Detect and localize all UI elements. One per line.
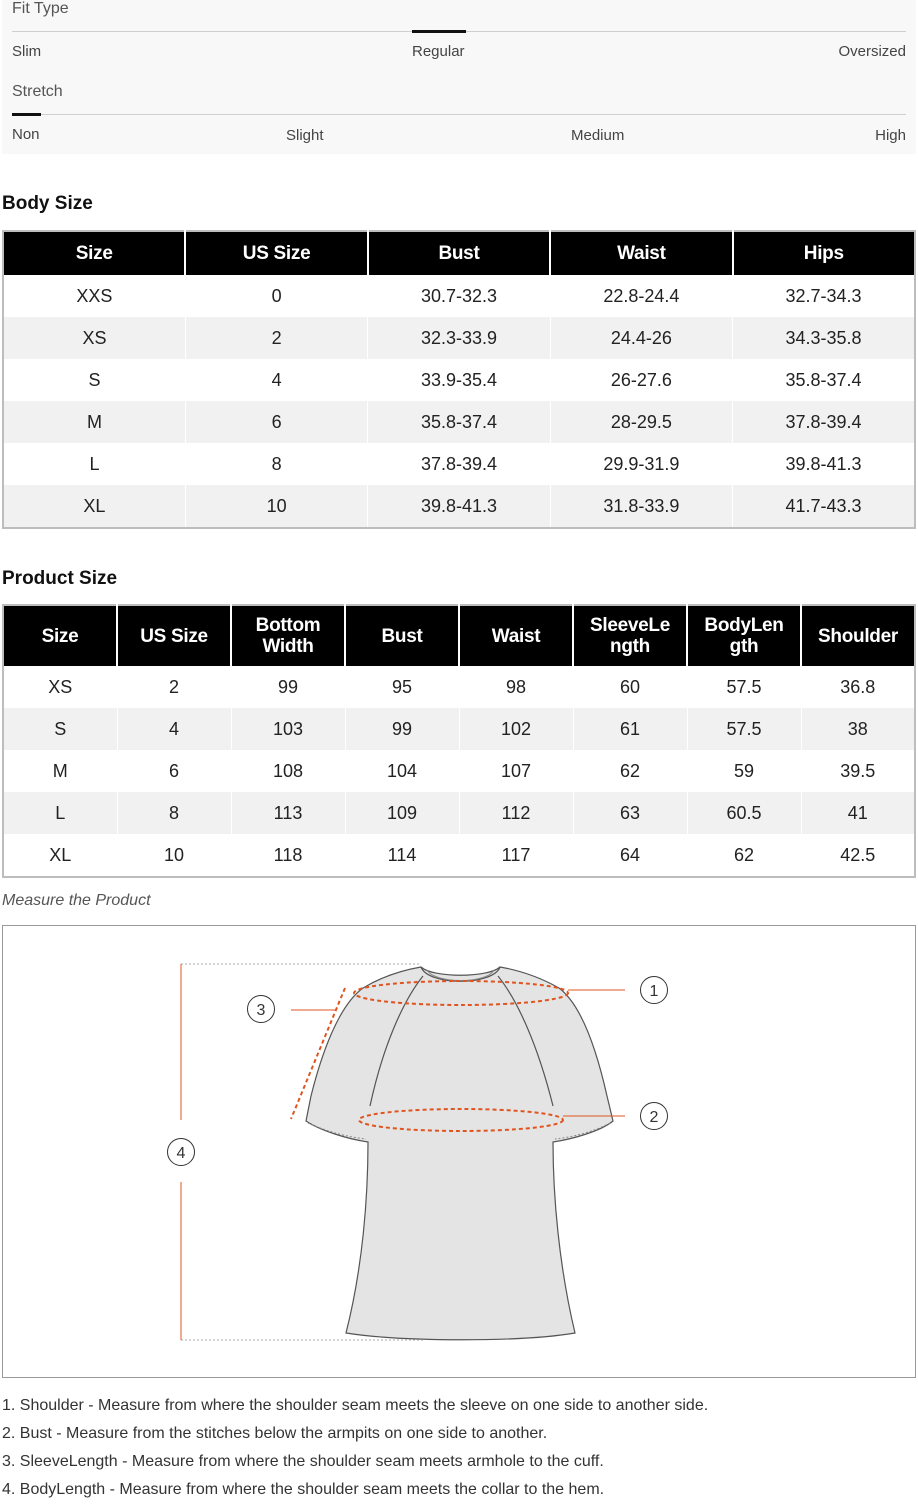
marker-4 [168, 1139, 195, 1166]
cell-size: M [3, 401, 185, 443]
cell-us-size: 8 [117, 792, 231, 834]
product-size-table [2, 604, 916, 878]
table-header-row [3, 231, 915, 275]
fit-option-regular: Regular [412, 43, 465, 60]
cell-shoulder: 36.8 [801, 666, 915, 708]
fit-type-selected-marker [412, 30, 466, 33]
header-bottom-width: Bottom Width [231, 605, 345, 666]
cell-hips: 37.8-39.4 [733, 401, 915, 443]
cell-bottom-width: 103 [231, 708, 345, 750]
fit-option-oversized: Oversized [838, 43, 906, 60]
cell-shoulder: 38 [801, 708, 915, 750]
note-body-length: 4. BodyLength - Measure from where the shoulder seam meets the collar to the hem. [2, 1481, 605, 1498]
cell-body-length: 62 [687, 834, 801, 877]
cell-us-size: 10 [185, 485, 367, 528]
cell-shoulder: 42.5 [801, 834, 915, 877]
table-row [3, 708, 915, 750]
cell-body-length: 60.5 [687, 792, 801, 834]
marker-2-label: 2 [649, 1109, 659, 1126]
cell-sleeve-length: 64 [573, 834, 687, 877]
cell-hips: 39.8-41.3 [733, 443, 915, 485]
cell-size: XXS [3, 275, 185, 317]
cell-size: L [3, 443, 185, 485]
cell-size: XS [3, 666, 117, 708]
body-size-table [2, 230, 916, 529]
header-us-size: US Size [117, 605, 231, 666]
cell-us-size: 6 [117, 750, 231, 792]
header-hips: Hips [733, 231, 915, 275]
cell-waist: 107 [459, 750, 573, 792]
stretch-title: Stretch [12, 83, 63, 100]
note-shoulder: 1. Shoulder - Measure from where the shoulder seam meets the sleeve on one side to another side. [2, 1397, 709, 1414]
cell-hips: 32.7-34.3 [733, 275, 915, 317]
table-row [3, 485, 915, 528]
cell-waist: 102 [459, 708, 573, 750]
cell-waist: 29.9-31.9 [550, 443, 732, 485]
stretch-option-slight: Slight [286, 127, 324, 144]
header-size: Size [3, 231, 185, 275]
cell-size: L [3, 792, 117, 834]
table-header-row [3, 605, 915, 666]
cell-sleeve-length: 63 [573, 792, 687, 834]
tshirt-diagram [3, 926, 915, 1377]
header-sleeve-length: SleeveLe ngth [573, 605, 687, 666]
stretch-option-high: High [875, 127, 906, 144]
fit-stretch-panel [2, 0, 916, 154]
header-shoulder: Shoulder [801, 605, 915, 666]
measurement-diagram [2, 925, 916, 1378]
cell-waist: 31.8-33.9 [550, 485, 732, 528]
cell-bust: 35.8-37.4 [368, 401, 550, 443]
cell-bust: 109 [345, 792, 459, 834]
marker-2 [641, 1103, 668, 1130]
cell-waist: 112 [459, 792, 573, 834]
cell-size: XL [3, 485, 185, 528]
cell-bust: 39.8-41.3 [368, 485, 550, 528]
marker-3 [248, 996, 275, 1023]
header-body-length: BodyLen gth [687, 605, 801, 666]
cell-bust: 37.8-39.4 [368, 443, 550, 485]
cell-bottom-width: 118 [231, 834, 345, 877]
note-bust: 2. Bust - Measure from the stitches below the armpits on one side to another. [2, 1425, 548, 1442]
table-row [3, 401, 915, 443]
product-size-title: Product Size [2, 568, 118, 589]
cell-bust: 104 [345, 750, 459, 792]
tshirt-outline [306, 967, 613, 1340]
table-row [3, 666, 915, 708]
marker-3-label: 3 [256, 1002, 266, 1019]
stretch-option-medium: Medium [571, 127, 625, 144]
cell-waist: 117 [459, 834, 573, 877]
header-bust: Bust [368, 231, 550, 275]
cell-hips: 35.8-37.4 [733, 359, 915, 401]
cell-bust: 95 [345, 666, 459, 708]
note-sleeve-length: 3. SleeveLength - Measure from where the shoulder seam meets armhole to the cuff. [2, 1453, 604, 1470]
cell-bust: 32.3-33.9 [368, 317, 550, 359]
cell-size: S [3, 708, 117, 750]
table-row [3, 750, 915, 792]
cell-us-size: 10 [117, 834, 231, 877]
cell-hips: 41.7-43.3 [733, 485, 915, 528]
stretch-selected-marker [12, 113, 41, 116]
stretch-option-non: Non [12, 126, 40, 143]
cell-us-size: 4 [185, 359, 367, 401]
cell-size: XL [3, 834, 117, 877]
cell-hips: 34.3-35.8 [733, 317, 915, 359]
marker-1 [641, 977, 668, 1004]
cell-bottom-width: 108 [231, 750, 345, 792]
cell-size: XS [3, 317, 185, 359]
cell-waist: 22.8-24.4 [550, 275, 732, 317]
table-row [3, 317, 915, 359]
cell-shoulder: 41 [801, 792, 915, 834]
table-row [3, 275, 915, 317]
fit-type-title: Fit Type [12, 0, 69, 17]
cell-bust: 114 [345, 834, 459, 877]
marker-4-label: 4 [176, 1145, 186, 1162]
cell-us-size: 8 [185, 443, 367, 485]
header-waist: Waist [459, 605, 573, 666]
table-row [3, 443, 915, 485]
cell-bottom-width: 99 [231, 666, 345, 708]
cell-bust: 30.7-32.3 [368, 275, 550, 317]
measure-caption: Measure the Product [2, 892, 151, 909]
cell-size: S [3, 359, 185, 401]
stretch-scale [12, 114, 906, 115]
cell-sleeve-length: 61 [573, 708, 687, 750]
header-us-size: US Size [185, 231, 367, 275]
header-waist: Waist [550, 231, 732, 275]
measurement-notes [2, 1392, 708, 1504]
cell-shoulder: 39.5 [801, 750, 915, 792]
cell-size: M [3, 750, 117, 792]
table-row [3, 359, 915, 401]
table-row [3, 792, 915, 834]
cell-us-size: 6 [185, 401, 367, 443]
cell-bottom-width: 113 [231, 792, 345, 834]
cell-body-length: 57.5 [687, 666, 801, 708]
cell-us-size: 0 [185, 275, 367, 317]
cell-body-length: 57.5 [687, 708, 801, 750]
body-size-title: Body Size [2, 193, 93, 214]
cell-us-size: 4 [117, 708, 231, 750]
marker-1-label: 1 [649, 983, 659, 1000]
cell-waist: 26-27.6 [550, 359, 732, 401]
header-size: Size [3, 605, 117, 666]
cell-bust: 33.9-35.4 [368, 359, 550, 401]
cell-sleeve-length: 62 [573, 750, 687, 792]
cell-bust: 99 [345, 708, 459, 750]
cell-waist: 24.4-26 [550, 317, 732, 359]
fit-option-slim: Slim [12, 43, 42, 60]
cell-body-length: 59 [687, 750, 801, 792]
cell-waist: 98 [459, 666, 573, 708]
table-row [3, 834, 915, 877]
header-bust: Bust [345, 605, 459, 666]
cell-waist: 28-29.5 [550, 401, 732, 443]
cell-us-size: 2 [185, 317, 367, 359]
cell-us-size: 2 [117, 666, 231, 708]
cell-sleeve-length: 60 [573, 666, 687, 708]
